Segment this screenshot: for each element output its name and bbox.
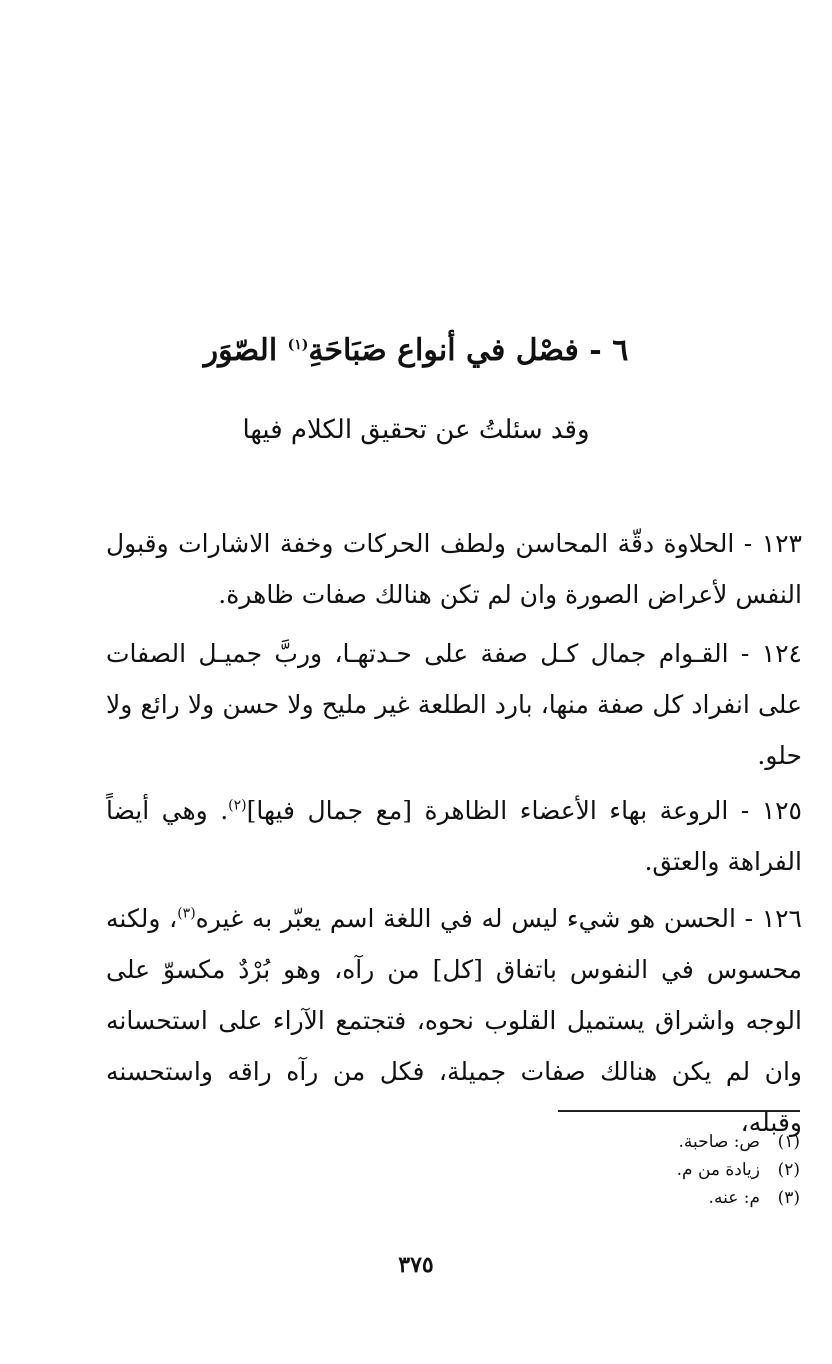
paragraph-125-text-before: ١٢٥ - الروعة بهاء الأعضاء الظاهرة [مع جمال فيها] — [246, 796, 802, 825]
footnote-3 — [500, 1184, 800, 1212]
footnote-1 — [500, 1128, 800, 1156]
footnote-text: زيادة من م. — [676, 1160, 760, 1180]
chapter-title — [0, 330, 832, 372]
footnote-ref-1: (١) — [287, 337, 309, 353]
footnotes — [500, 1128, 800, 1212]
paragraph-123 — [106, 518, 802, 620]
footnote-text: ص: صاحبة. — [678, 1132, 760, 1152]
footnote-marker: (١) — [777, 1132, 800, 1152]
paragraph-126-text-before: ١٢٦ - الحسن هو شيء ليس له في اللغة اسم يعبّر به غيره — [195, 904, 802, 933]
paragraph-125 — [106, 785, 802, 887]
footnote-marker: (٣) — [777, 1188, 800, 1208]
paragraph-124-text: ١٢٤ - القـوام جمال كـل صفة على حـدتهـا، وربَّ جميـل الصفات على انفراد كل صفة منها، بارد الطلعة غير مليح ولا حسن ولا رائع ولا حلو. — [106, 639, 802, 770]
footnote-marker: (٢) — [777, 1160, 800, 1180]
footnote-ref-3: (٣) — [177, 905, 196, 922]
chapter-title-main: ٦ - فصْل في أنواع صَبَاحَةِ — [308, 333, 629, 368]
footnote-2 — [500, 1156, 800, 1184]
page-number: ٣٧٥ — [398, 1252, 434, 1278]
paragraph-126-text-after: ، ولكنه محسوس في النفوس باتفاق [كل] من رآه، وهو بُرْدٌ مكسوّ على الوجه واشراق يستميل القلوب نحوه، فتجتمع الآراء على استحسانه وان لم يكن هنالك صفات جميلة، فكل من رآه راقه واستحسنه وقبله، — [106, 904, 802, 1137]
paragraph-123-text: ١٢٣ - الحلاوة دقّة المحاسن ولطف الحركات وخفة الاشارات وقبول النفس لأعراض الصورة وان لم تكن هنالك صفات ظاهرة. — [106, 529, 802, 609]
paragraph-124 — [106, 628, 802, 781]
chapter-title-end: الصّوَر — [203, 333, 278, 368]
footnote-ref-2: (٢) — [228, 797, 247, 814]
paragraph-125-text-after: . وهي أيضاً الفراهة والعتق. — [106, 796, 802, 876]
footnote-divider — [558, 1110, 800, 1112]
footnote-text: م: عنه. — [708, 1188, 760, 1208]
chapter-subtitle: وقد سئلتُ عن تحقيق الكلام فيها — [242, 415, 590, 445]
